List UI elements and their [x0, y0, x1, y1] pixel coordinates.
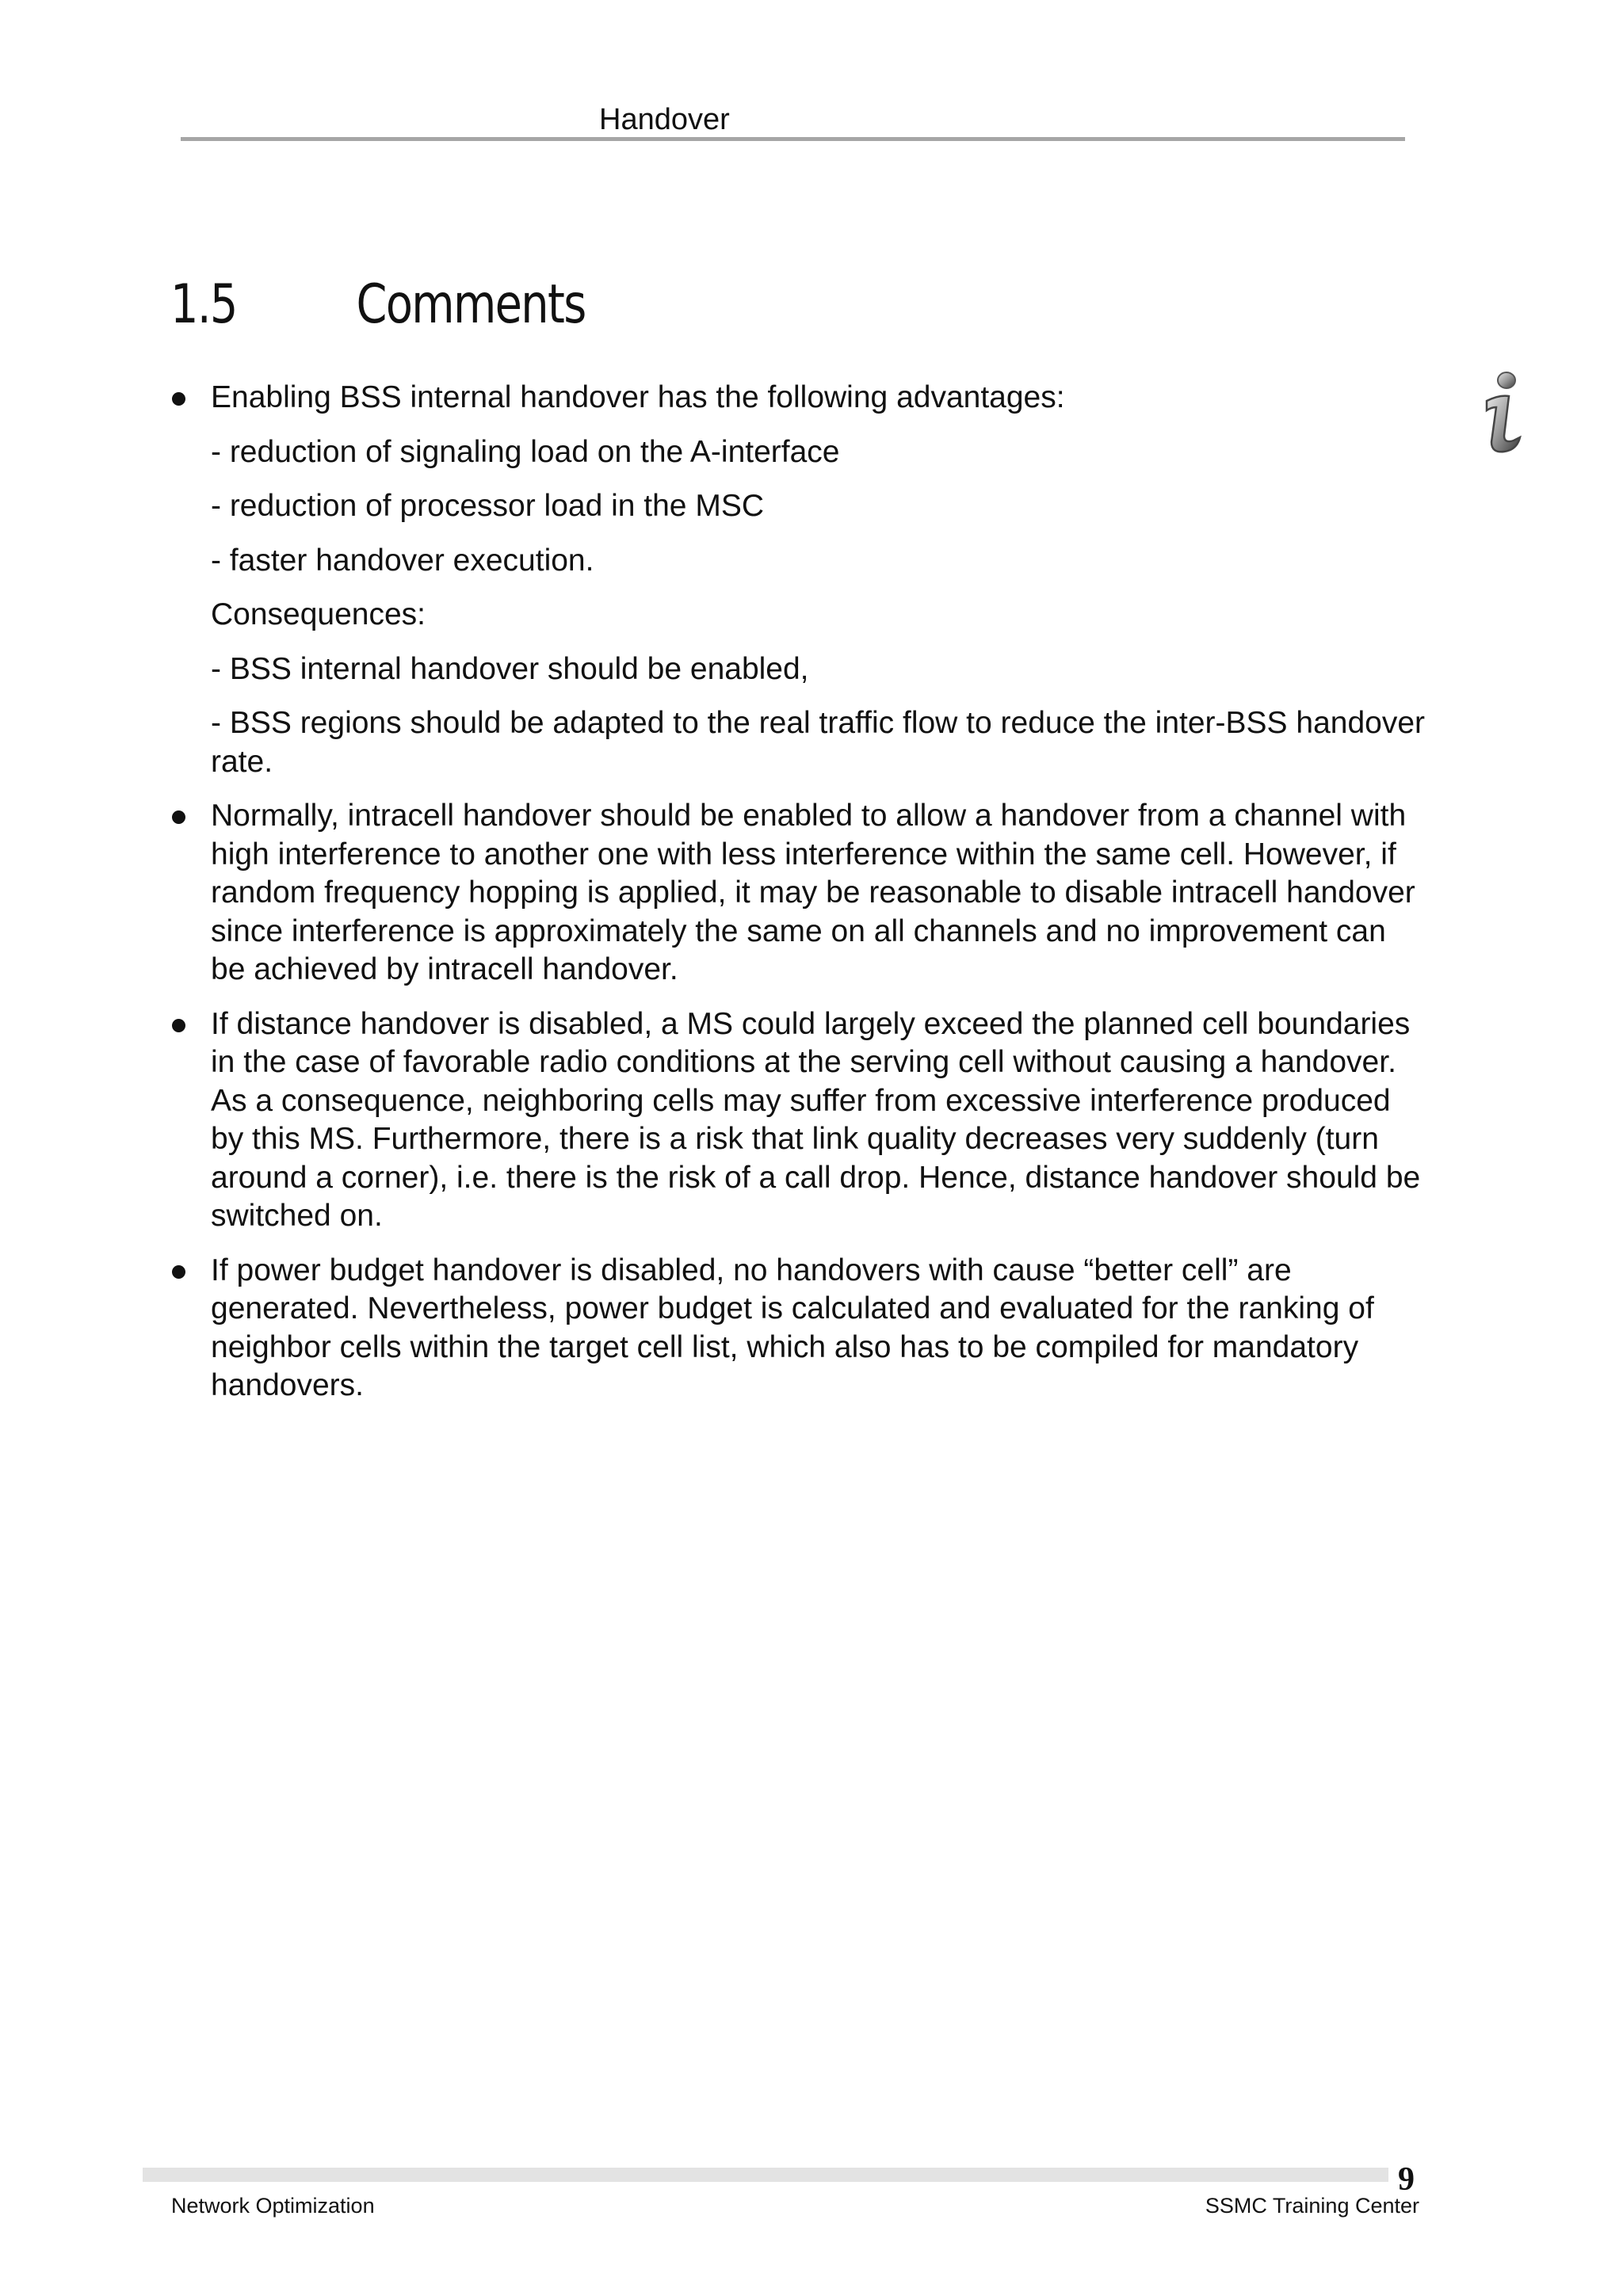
bullet-icon [172, 1019, 185, 1032]
running-header: Handover [599, 103, 730, 136]
footer-rule [143, 2168, 1388, 2182]
list-item [166, 797, 1426, 990]
footer-document-title: Network Optimization [171, 2194, 375, 2218]
list-item-text: Consequences: [211, 597, 426, 631]
section-title: Comments [356, 273, 586, 336]
list-item-text: Normally, intracell handover should be enabled to allow a handover from a channel with high interference to another one with less interference within the same cell. However, if random frequency hopping is applied, it may be reasonable to disable intracell handover since interference is approximately the same on all channels and no improvement can be achieved by intracell handover. [211, 799, 1415, 986]
list-item-text: - BSS internal handover should be enabled, [211, 651, 809, 686]
section-heading [170, 273, 586, 337]
bullet-icon [172, 810, 185, 824]
page-number: 9 [1398, 2161, 1415, 2198]
list-item [166, 1252, 1426, 1405]
section-number: 1.5 [170, 273, 237, 336]
list-item-text: - faster handover execution. [211, 543, 594, 578]
list-item-text: If power budget handover is disabled, no handovers with cause “better cell” are generated. Nevertheless, power budget is calculated and evaluated for the ranking of neighbor cells within the target cell list, which also has to be compiled for mandatory handovers. [211, 1253, 1374, 1402]
list-item-text: - reduction of processor load in the MSC [211, 489, 765, 523]
info-icon [1480, 371, 1528, 458]
bullet-icon [172, 392, 185, 406]
list-item-text: Enabling BSS internal handover has the following advantages: [211, 380, 1065, 414]
list-item-text: If distance handover is disabled, a MS could largely exceed the planned cell boundaries in the case of favorable radio conditions at the serving cell without causing a handover. As a consequence, neighboring cells may suffer from excessive interference produced by this MS. Furthermore, there is a risk that link quality decreases very suddenly (turn around a corner), i.e. there is the risk of a call drop. Hence, distance handover should be switched on. [211, 1006, 1421, 1233]
bullet-icon [172, 1265, 185, 1279]
list-item-text: - BSS regions should be adapted to the real traffic flow to reduce the inter-BSS handover rate. [211, 706, 1426, 779]
footer-organization: SSMC Training Center [1205, 2194, 1419, 2218]
list-item [166, 1005, 1426, 1236]
header-rule [181, 137, 1405, 141]
list-item [166, 379, 1426, 781]
comments-list [166, 379, 1426, 1421]
list-item-text: - reduction of signaling load on the A-interface [211, 434, 840, 469]
